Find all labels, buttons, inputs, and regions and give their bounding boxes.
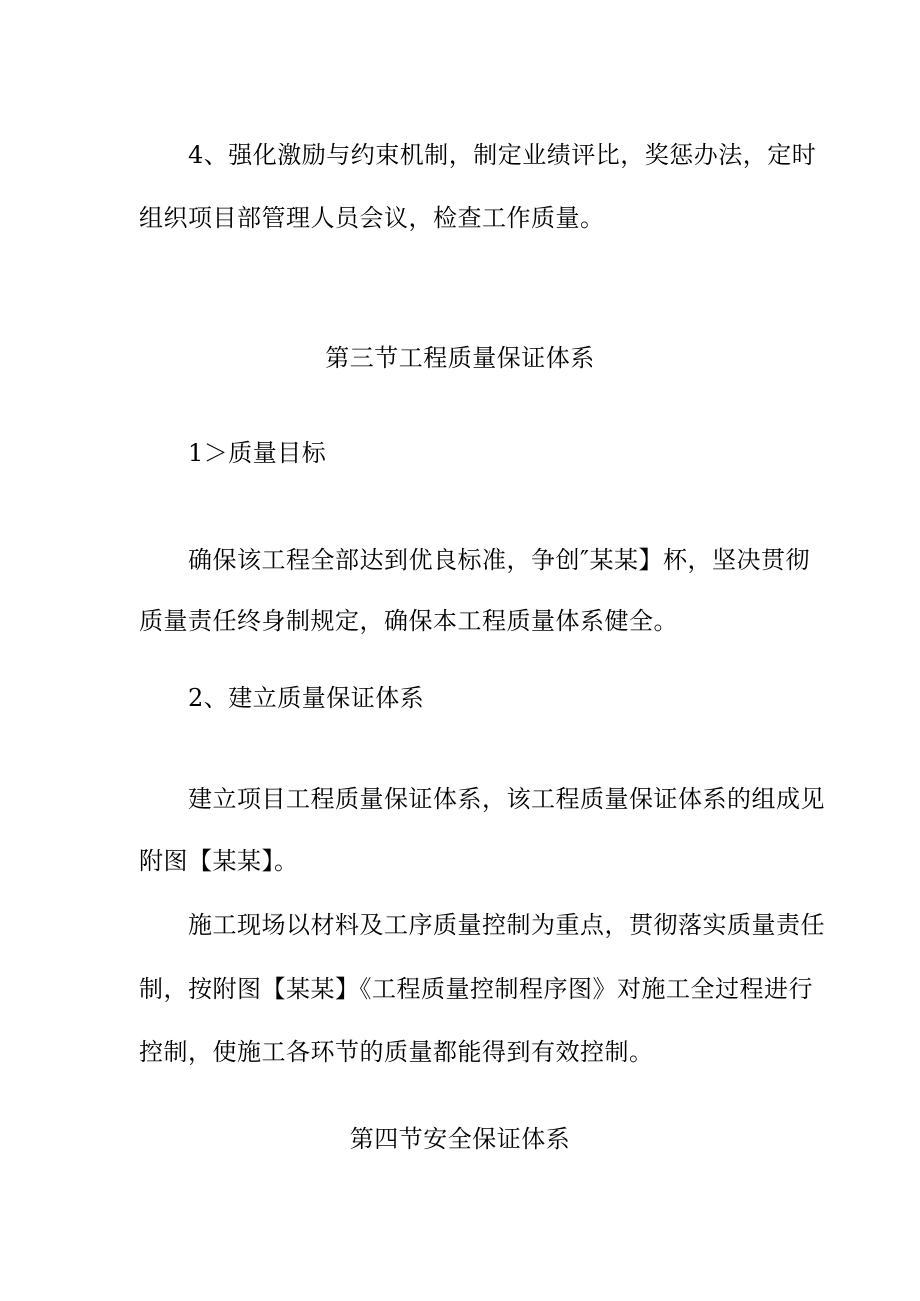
incentive-paragraph-line-2: 组织项目部管理人员会议，检查工作质量。: [139, 204, 605, 232]
quality-system-paragraph-line-1: 建立项目工程质量保证体系，该工程质量保证体系的组成见: [188, 785, 825, 813]
site-control-paragraph-line-1: 施工现场以材料及工序质量控制为重点，贯彻落实质量责任: [188, 911, 825, 939]
quality-system-heading: 2、建立质量保证体系: [188, 684, 425, 712]
incentive-paragraph-line-1: 4、强化激励与约束机制，制定业绩评比，奖惩办法，定时: [188, 141, 817, 169]
quality-system-paragraph-line-2: 附图【某某】。: [139, 847, 299, 875]
quality-goal-paragraph-line-1: 确保该工程全部达到优良标准，争创″某某】杯，坚决贯彻: [188, 546, 810, 574]
site-control-paragraph-line-3: 控制，使施工各环节的质量都能得到有效控制。: [139, 1038, 654, 1066]
site-control-paragraph-line-2: 制，按附图【某某】《工程质量控制程序图》对施工全过程进行: [139, 975, 813, 1003]
section-3-heading: 第三节工程质量保证体系: [325, 344, 595, 372]
quality-goal-paragraph-line-2: 质量责任终身制规定，确保本工程质量体系健全。: [139, 607, 678, 635]
quality-goal-heading: 1＞质量目标: [188, 439, 327, 467]
section-4-heading: 第四节安全保证体系: [349, 1125, 571, 1153]
